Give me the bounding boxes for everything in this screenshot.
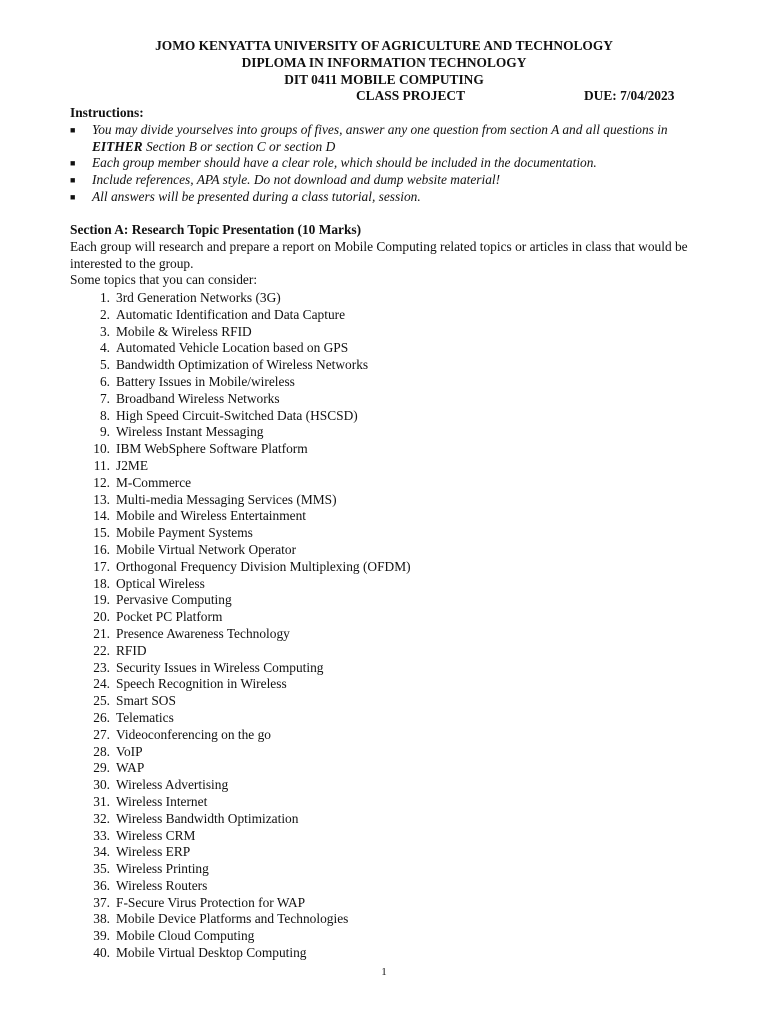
topic-number: 20. bbox=[93, 609, 110, 625]
topic-item bbox=[70, 777, 710, 794]
topic-number: 2. bbox=[99, 306, 110, 322]
topic-number: 4. bbox=[99, 340, 110, 356]
topic-number: 13. bbox=[93, 491, 110, 507]
instructions-title: Instructions: bbox=[70, 105, 144, 120]
section-a-title: Section A: Research Topic Presentation (10 Marks) bbox=[70, 222, 362, 237]
topic-item bbox=[70, 811, 710, 828]
topic-label: Pervasive Computing bbox=[116, 592, 232, 608]
square-bullet-icon: ■ bbox=[70, 158, 76, 169]
instruction-emphasis: EITHER bbox=[92, 138, 143, 154]
topic-number: 40. bbox=[93, 945, 110, 961]
topic-label: Automatic Identification and Data Capture bbox=[116, 306, 346, 322]
topic-item bbox=[70, 609, 710, 626]
topic-label: Wireless Advertising bbox=[116, 777, 229, 793]
topic-item bbox=[70, 794, 710, 811]
topic-number: 17. bbox=[93, 558, 110, 574]
topic-item bbox=[70, 374, 710, 391]
topic-label: High Speed Circuit-Switched Data (HSCSD) bbox=[116, 407, 358, 423]
topic-item bbox=[70, 928, 710, 945]
topics-intro: Some topics that you can consider: bbox=[70, 272, 258, 288]
topic-number: 21. bbox=[93, 625, 110, 641]
topic-label: Videoconferencing on the go bbox=[116, 726, 271, 742]
topic-item bbox=[70, 727, 710, 744]
topic-item bbox=[70, 290, 710, 307]
instruction-text: Include references, APA style. Do not download and dump website material! bbox=[92, 172, 501, 188]
due-date: DUE: 7/04/2023 bbox=[584, 88, 675, 103]
topic-number: 8. bbox=[99, 407, 110, 423]
program-name: DIPLOMA IN INFORMATION TECHNOLOGY bbox=[241, 54, 527, 70]
topic-item bbox=[70, 744, 710, 761]
instruction-item bbox=[70, 189, 710, 206]
topic-label: Broadband Wireless Networks bbox=[116, 390, 280, 406]
topic-item bbox=[70, 475, 710, 492]
topic-number: 6. bbox=[99, 373, 110, 389]
project-due-row bbox=[0, 88, 768, 105]
instruction-item bbox=[70, 155, 710, 172]
topic-label: Wireless Instant Messaging bbox=[116, 424, 264, 440]
topic-item bbox=[70, 643, 710, 660]
instruction-text: Each group member should have a clear role, which should be included in the documentation. bbox=[92, 155, 597, 171]
topic-number: 39. bbox=[93, 928, 110, 944]
topic-item bbox=[70, 878, 710, 895]
topic-label: J2ME bbox=[116, 457, 148, 473]
topic-label: Wireless Routers bbox=[116, 877, 208, 893]
instruction-item bbox=[70, 172, 710, 189]
topic-item bbox=[70, 508, 710, 525]
topic-label: Bandwidth Optimization of Wireless Networks bbox=[116, 357, 369, 373]
topic-number: 11. bbox=[93, 457, 110, 473]
topic-item bbox=[70, 895, 710, 912]
instructions-block bbox=[70, 105, 710, 206]
topic-item bbox=[70, 424, 710, 441]
topic-label: M-Commerce bbox=[116, 474, 192, 490]
topic-label: VoIP bbox=[116, 743, 143, 759]
instruction-text: All answers will be presented during a class tutorial, session. bbox=[92, 188, 421, 204]
topic-label: Mobile Virtual Network Operator bbox=[116, 541, 297, 557]
topic-item bbox=[70, 408, 710, 425]
topic-item bbox=[70, 458, 710, 475]
topic-label: Mobile Payment Systems bbox=[116, 525, 253, 541]
topic-label: Automated Vehicle Location based on GPS bbox=[116, 340, 349, 356]
course-name: DIT 0411 MOBILE COMPUTING bbox=[284, 71, 484, 87]
topic-number: 7. bbox=[99, 390, 110, 406]
topic-item bbox=[70, 340, 710, 357]
project-label: CLASS PROJECT bbox=[356, 88, 466, 103]
topic-number: 24. bbox=[93, 676, 110, 692]
topic-number: 16. bbox=[93, 541, 110, 557]
topic-item bbox=[70, 559, 710, 576]
topic-label: Wireless Bandwidth Optimization bbox=[116, 810, 299, 826]
square-bullet-icon: ■ bbox=[70, 124, 76, 135]
topic-label: Mobile Device Platforms and Technologies bbox=[116, 911, 349, 927]
topic-label: F-Secure Virus Protection for WAP bbox=[116, 894, 306, 910]
topic-item bbox=[70, 660, 710, 677]
topic-item bbox=[70, 441, 710, 458]
topic-label: 3rd Generation Networks (3G) bbox=[116, 290, 281, 305]
topic-item bbox=[70, 525, 710, 542]
topics-list bbox=[70, 290, 710, 962]
topic-item bbox=[70, 626, 710, 643]
topic-label: Pocket PC Platform bbox=[116, 609, 223, 625]
topic-label: Wireless Printing bbox=[116, 861, 209, 877]
topic-item bbox=[70, 760, 710, 777]
university-name: JOMO KENYATTA UNIVERSITY OF AGRICULTURE AND TECHNOLOGY bbox=[155, 38, 613, 53]
topic-number: 9. bbox=[99, 424, 110, 440]
topic-label: Multi-media Messaging Services (MMS) bbox=[116, 491, 337, 507]
section-a bbox=[70, 222, 710, 289]
topic-number: 30. bbox=[93, 777, 110, 793]
topic-label: Mobile and Wireless Entertainment bbox=[116, 508, 306, 524]
topic-number: 25. bbox=[93, 693, 110, 709]
topic-number: 32. bbox=[93, 810, 110, 826]
topic-label: Security Issues in Wireless Computing bbox=[116, 659, 324, 675]
topic-number: 18. bbox=[93, 575, 110, 591]
topic-item bbox=[70, 307, 710, 324]
topic-item bbox=[70, 576, 710, 593]
topic-item bbox=[70, 945, 710, 962]
topic-number: 33. bbox=[93, 827, 110, 843]
instruction-text: You may divide yourselves into groups of fives, answer any one question from section A and all questions in bbox=[92, 121, 668, 137]
topic-number: 3. bbox=[99, 323, 110, 339]
topic-number: 10. bbox=[93, 441, 110, 457]
topic-item bbox=[70, 911, 710, 928]
topic-number: 37. bbox=[93, 894, 110, 910]
topic-label: WAP bbox=[116, 760, 145, 776]
topic-item bbox=[70, 391, 710, 408]
topic-label: Smart SOS bbox=[116, 693, 176, 709]
topic-item bbox=[70, 710, 710, 727]
topic-label: Speech Recognition in Wireless bbox=[116, 676, 287, 692]
section-a-description: Each group will research and prepare a report on Mobile Computing related topics or articles in class that would be interested to the group. bbox=[70, 238, 688, 271]
topic-item bbox=[70, 542, 710, 559]
topic-label: Optical Wireless bbox=[116, 575, 205, 591]
topic-number: 19. bbox=[93, 592, 110, 608]
square-bullet-icon: ■ bbox=[70, 175, 76, 186]
topic-item bbox=[70, 357, 710, 374]
topic-item bbox=[70, 693, 710, 710]
topic-number: 14. bbox=[93, 508, 110, 524]
topic-label: Orthogonal Frequency Division Multiplexing (OFDM) bbox=[116, 558, 411, 574]
topic-item bbox=[70, 324, 710, 341]
document-header bbox=[0, 38, 768, 88]
topic-label: IBM WebSphere Software Platform bbox=[116, 441, 308, 457]
topic-number: 22. bbox=[93, 642, 110, 658]
topic-label: Mobile Virtual Desktop Computing bbox=[116, 945, 307, 961]
topic-number: 38. bbox=[93, 911, 110, 927]
topic-number: 34. bbox=[93, 844, 110, 860]
topic-number: 26. bbox=[93, 709, 110, 725]
instruction-text-tail: Section B or section C or section D bbox=[142, 138, 336, 154]
topic-item bbox=[70, 828, 710, 845]
topic-number: 1. bbox=[99, 290, 110, 305]
topic-label: Mobile Cloud Computing bbox=[116, 928, 255, 944]
topic-item bbox=[70, 861, 710, 878]
topic-label: RFID bbox=[116, 642, 147, 658]
topic-number: 35. bbox=[93, 861, 110, 877]
topic-item bbox=[70, 844, 710, 861]
square-bullet-icon: ■ bbox=[70, 191, 76, 202]
topic-label: Presence Awareness Technology bbox=[116, 625, 290, 641]
topic-label: Battery Issues in Mobile/wireless bbox=[116, 373, 295, 389]
topic-number: 27. bbox=[93, 726, 110, 742]
topic-number: 31. bbox=[93, 793, 110, 809]
topic-label: Wireless CRM bbox=[116, 827, 196, 843]
page-number: 1 bbox=[381, 966, 387, 978]
topic-label: Wireless ERP bbox=[116, 844, 191, 860]
topic-number: 5. bbox=[99, 357, 110, 373]
topic-number: 12. bbox=[93, 474, 110, 490]
topic-item bbox=[70, 592, 710, 609]
topic-label: Wireless Internet bbox=[116, 793, 208, 809]
topic-label: Mobile & Wireless RFID bbox=[116, 323, 252, 339]
topic-number: 29. bbox=[93, 760, 110, 776]
instruction-item bbox=[70, 122, 710, 156]
topic-number: 23. bbox=[93, 659, 110, 675]
topic-item bbox=[70, 492, 710, 509]
topic-number: 15. bbox=[93, 525, 110, 541]
instructions-list bbox=[70, 122, 710, 206]
topic-number: 36. bbox=[93, 877, 110, 893]
topic-number: 28. bbox=[93, 743, 110, 759]
topic-label: Telematics bbox=[116, 709, 174, 725]
topic-item bbox=[70, 676, 710, 693]
